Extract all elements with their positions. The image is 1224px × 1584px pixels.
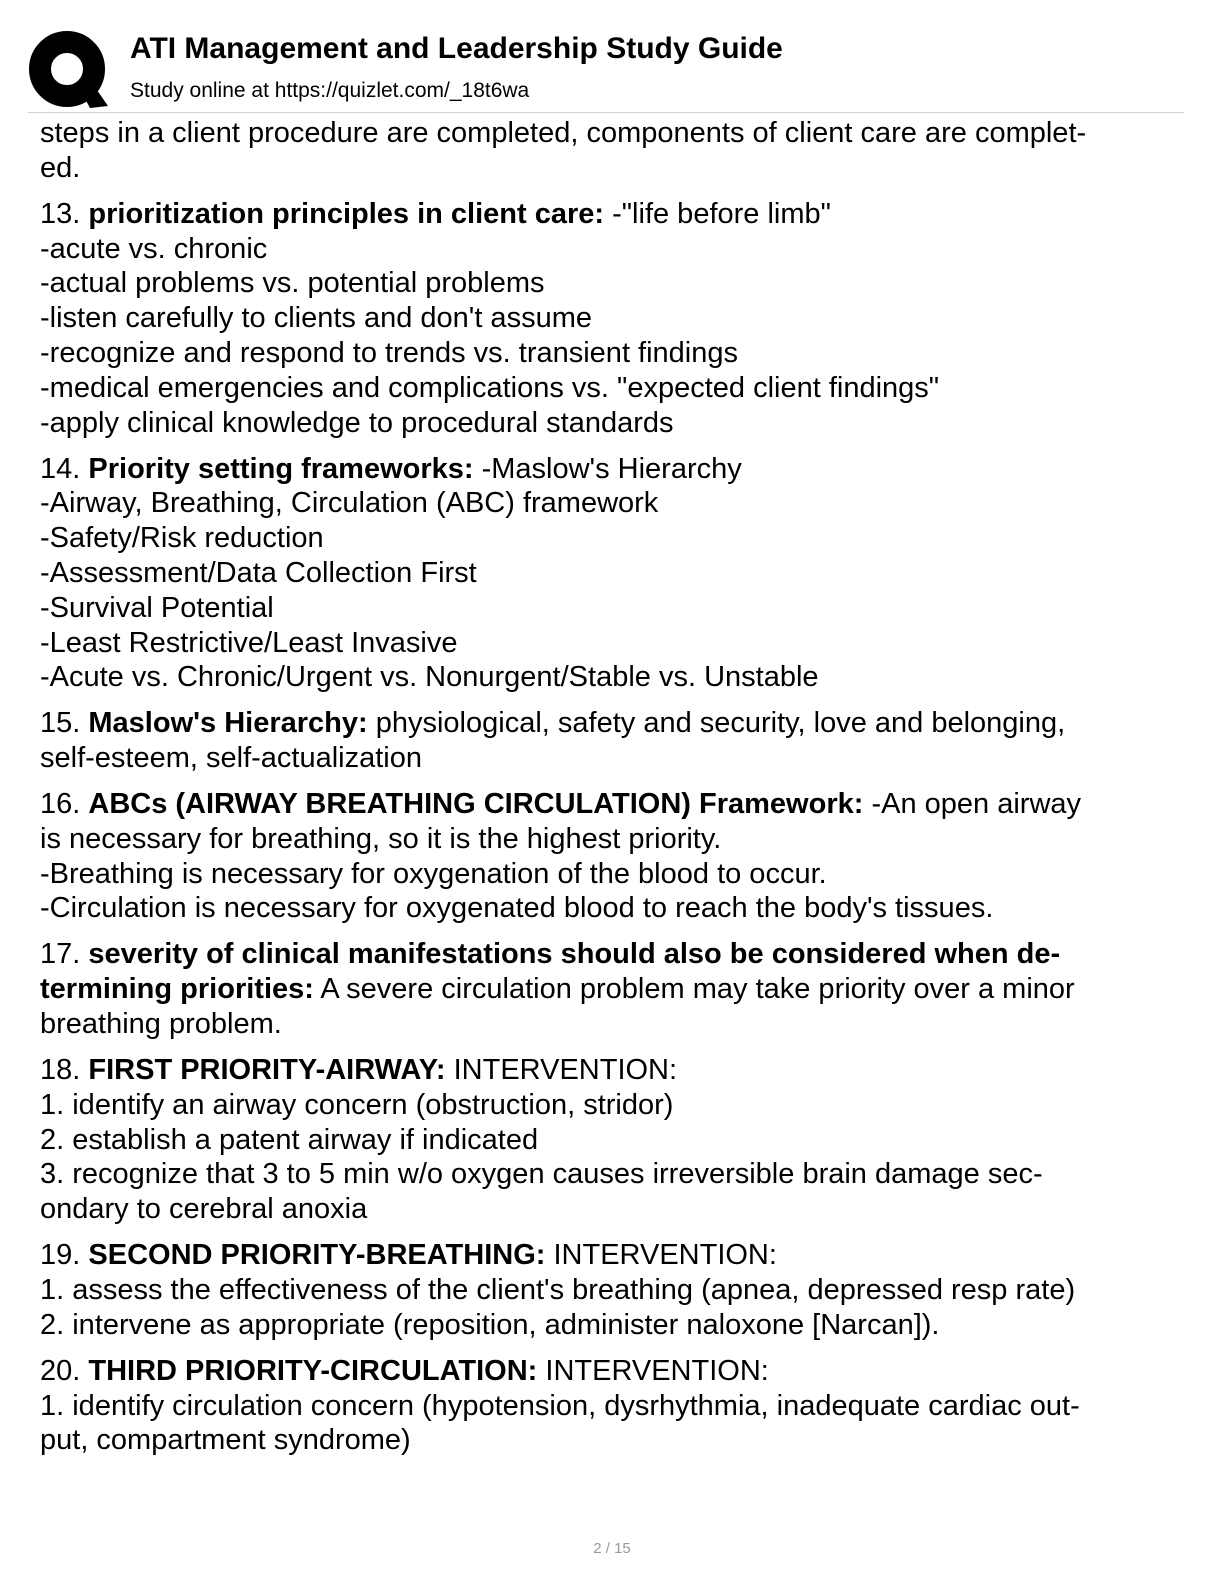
entry-line: 3. recognize that 3 to 5 min w/o oxygen causes irreversible brain damage sec- (40, 1158, 1043, 1191)
study-entry-15 (40, 706, 1185, 776)
entry-line: -medical emergencies and complications vs. "expected client findings" (40, 371, 940, 404)
entry-line: self-esteem, self-actualization (40, 742, 422, 775)
entry-term: Priority setting frameworks: (88, 452, 474, 485)
entry-line: 2. intervene as appropriate (reposition, administer naloxone [Narcan]). (40, 1308, 940, 1341)
entry-term: severity of clinical manifestations should also be considered when de- (88, 938, 1061, 971)
entry-line: -Breathing is necessary for oxygenation of the blood to occur. (40, 857, 827, 890)
study-entry-18 (40, 1053, 1185, 1227)
entry-definition: -Maslow's Hierarchy (473, 452, 742, 485)
entry-line: -Safety/Risk reduction (40, 522, 324, 555)
entry-term: Maslow's Hierarchy: (88, 707, 368, 740)
entry-term: prioritization principles in client care: (88, 197, 605, 230)
entry-number: 16. (40, 788, 81, 821)
entry-line: -acute vs. chronic (40, 232, 268, 265)
entry-definition: A severe circulation problem may take priority over a minor (313, 973, 1075, 1006)
entry-term: SECOND PRIORITY-BREATHING: (88, 1239, 546, 1272)
entry-line: -recognize and respond to trends vs. transient findings (40, 336, 739, 369)
entry-line: 2. establish a patent airway if indicated (40, 1123, 539, 1156)
entry-line: put, compartment syndrome) (40, 1424, 411, 1457)
entry-line: breathing problem. (40, 1008, 282, 1041)
entry-line: -Airway, Breathing, Circulation (ABC) framework (40, 487, 659, 520)
entry-definition: physiological, safety and security, love and belonging, (367, 707, 1066, 740)
entry-line: ondary to cerebral anoxia (40, 1193, 368, 1226)
study-guide-content (40, 116, 1185, 1469)
entry-term: ABCs (AIRWAY BREATHING CIRCULATION) Framework: (88, 788, 864, 821)
entry-line: -Assessment/Data Collection First (40, 556, 477, 589)
entry-term: FIRST PRIORITY-AIRWAY: (88, 1054, 446, 1087)
entry-line: 1. identify an airway concern (obstruction, stridor) (40, 1088, 674, 1121)
entry-line: -Circulation is necessary for oxygenated blood to reach the body's tissues. (40, 892, 994, 925)
entry-number: 15. (40, 707, 81, 740)
entry-definition: INTERVENTION: (445, 1054, 678, 1087)
study-link-text[interactable]: Study online at https://quizlet.com/_18t6wa (130, 79, 530, 102)
entry-line: steps in a client procedure are completed, components of client care are complet- (40, 117, 1087, 149)
entry-line: 1. assess the effectiveness of the client's breathing (apnea, depressed resp rate) (40, 1274, 1076, 1307)
entry-line: 1. identify circulation concern (hypotension, dysrhythmia, inadequate cardiac out- (40, 1389, 1080, 1422)
entry-term-continued: termining priorities: (40, 973, 314, 1006)
page-header (28, 26, 1184, 113)
entry-line: -actual problems vs. potential problems (40, 267, 545, 300)
study-entry-17 (40, 937, 1185, 1041)
entry-term: THIRD PRIORITY-CIRCULATION: (88, 1354, 538, 1387)
entry-line: -Least Restrictive/Least Invasive (40, 626, 458, 659)
entry-definition: INTERVENTION: (537, 1354, 769, 1387)
entry-definition: -An open airway (863, 788, 1082, 821)
document-title: ATI Management and Leadership Study Guide (130, 32, 783, 65)
entry-definition: -"life before limb" (604, 197, 831, 230)
entry-line: -Acute vs. Chronic/Urgent vs. Nonurgent/Stable vs. Unstable (40, 661, 819, 694)
entry-line: -apply clinical knowledge to procedural standards (40, 406, 674, 439)
entry-number: 19. (40, 1239, 81, 1272)
entry-number: 18. (40, 1054, 81, 1087)
entry-line: is necessary for breathing, so it is the highest priority. (40, 822, 722, 855)
study-entry-16 (40, 787, 1185, 926)
entry-number: 20. (40, 1354, 81, 1387)
entry-number: 17. (40, 938, 81, 971)
study-entry-19 (40, 1238, 1185, 1342)
page-number: 2 / 15 (593, 1540, 631, 1557)
entry-number: 13. (40, 197, 81, 230)
entry-definition: INTERVENTION: (545, 1239, 777, 1272)
entry-line: ed. (40, 151, 81, 184)
study-entry-14 (40, 452, 1185, 696)
entry-line: -listen carefully to clients and don't assume (40, 302, 592, 335)
study-entry-continued (40, 116, 1185, 186)
entry-number: 14. (40, 452, 81, 485)
study-entry-20 (40, 1354, 1185, 1458)
study-entry-13 (40, 197, 1185, 441)
quizlet-q-logo-icon (28, 30, 108, 110)
entry-line: -Survival Potential (40, 591, 274, 624)
